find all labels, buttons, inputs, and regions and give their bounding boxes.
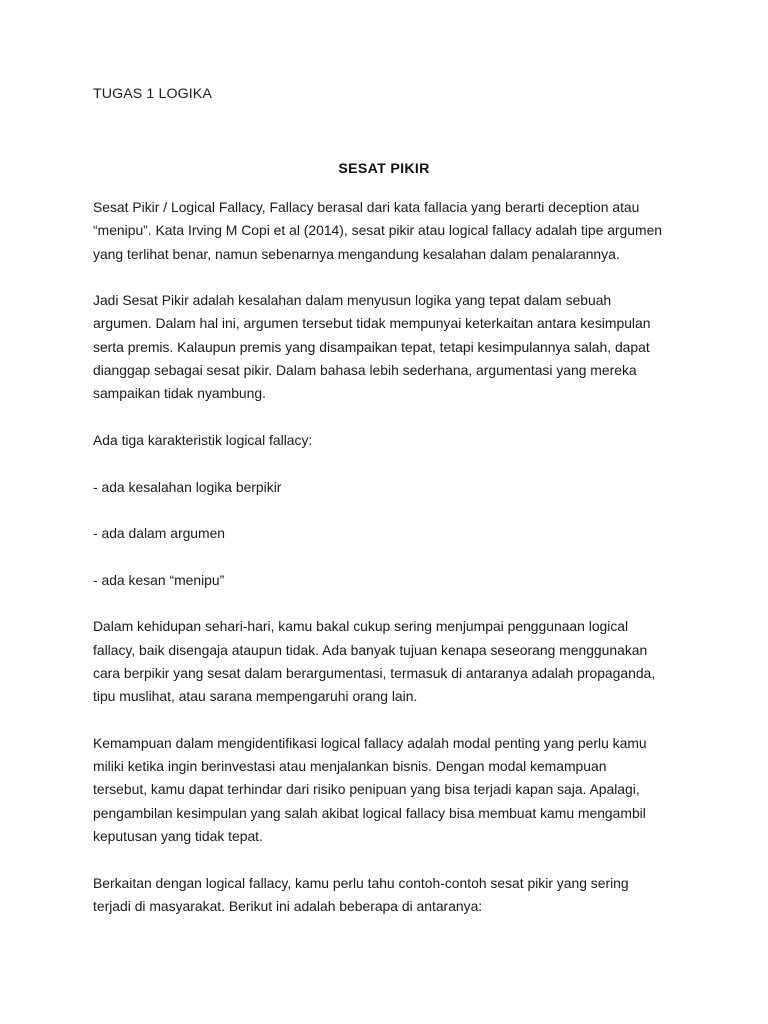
text-line: keputusan yang tidak tepat. xyxy=(93,828,263,845)
text-line: terjadi di masyarakat. Berikut ini adalah beberapa di antaranya: xyxy=(93,897,483,914)
paragraph-spacer xyxy=(93,545,693,568)
paragraph xyxy=(93,569,693,592)
text-line: - ada kesan “menipu” xyxy=(93,571,225,588)
text-line: “menipu”. Kata Irving M Copi et al (2014), sesat pikir atau logical fallacy adalah tipe argumen xyxy=(93,222,663,239)
text-line: pengambilan kesimpulan yang salah akibat logical fallacy bisa membuat kamu mengambil xyxy=(93,804,646,821)
paragraph-spacer xyxy=(93,406,693,429)
text-line: fallacy, baik disengaja ataupun tidak. Ada banyak tujuan kenapa seseorang menggunakan xyxy=(93,641,648,658)
paragraph xyxy=(93,429,693,452)
paragraph-spacer xyxy=(93,592,693,615)
paragraph xyxy=(93,522,693,545)
paragraph-spacer xyxy=(93,452,693,475)
text-line: serta premis. Kalaupun premis yang disampaikan tepat, tetapi kesimpulannya salah, dapat xyxy=(93,338,650,355)
text-line: miliki ketika ingin berinvestasi atau menjalankan bisnis. Dengan modal kemampuan xyxy=(93,758,607,775)
paragraph xyxy=(93,615,693,708)
text-line: dianggap sebagai sesat pikir. Dalam bahasa lebih sederhana, argumentasi yang mereka xyxy=(93,362,637,379)
text-line: tipu muslihat, atau sarana mempengaruhi orang lain. xyxy=(93,688,418,705)
paragraph xyxy=(93,872,693,919)
text-line: sampaikan tidak nyambung. xyxy=(93,385,266,402)
text-line: Ada tiga karakteristik logical fallacy: xyxy=(93,431,313,448)
paragraph-spacer xyxy=(93,266,693,289)
paragraph-spacer xyxy=(93,848,693,871)
text-line: Kemampuan dalam mengidentifikasi logical fallacy adalah modal penting yang perlu kamu xyxy=(93,734,647,751)
paragraph xyxy=(93,289,693,405)
paragraph-spacer xyxy=(93,499,693,522)
text-line: - ada kesalahan logika berpikir xyxy=(93,478,282,495)
paragraph xyxy=(93,196,693,266)
paragraph xyxy=(93,732,693,848)
text-line: Sesat Pikir / Logical Fallacy, Fallacy berasal dari kata fallacia yang berarti deception atau xyxy=(93,199,640,215)
document-body xyxy=(93,196,693,918)
paragraph-spacer xyxy=(93,709,693,732)
text-line: - ada dalam argumen xyxy=(93,525,226,542)
text-line: cara berpikir yang sesat dalam berargumentasi, termasuk di antaranya adalah propaganda, xyxy=(93,664,656,681)
text-line: yang terlihat benar, namun sebenarnya mengandung kesalahan dalam penalarannya. xyxy=(93,245,620,262)
text-line: Berkaitan dengan logical fallacy, kamu perlu tahu contoh-contoh sesat pikir yang sering xyxy=(93,874,629,891)
paragraph xyxy=(93,476,693,499)
text-line: Dalam kehidupan sehari-hari, kamu bakal cukup sering menjumpai penggunaan logical xyxy=(93,618,629,635)
document-title: SESAT PIKIR xyxy=(338,161,430,177)
text-line: tersebut, kamu dapat terhindar dari risiko penipuan yang bisa terjadi kapan saja. Apalagi, xyxy=(93,781,640,798)
text-line: argumen. Dalam hal ini, argumen tersebut tidak mempunyai keterkaitan antara kesimpulan xyxy=(93,315,651,332)
assignment-header: TUGAS 1 LOGIKA xyxy=(93,86,212,102)
text-line: Jadi Sesat Pikir adalah kesalahan dalam menyusun logika yang tepat dalam sebuah xyxy=(93,292,612,309)
